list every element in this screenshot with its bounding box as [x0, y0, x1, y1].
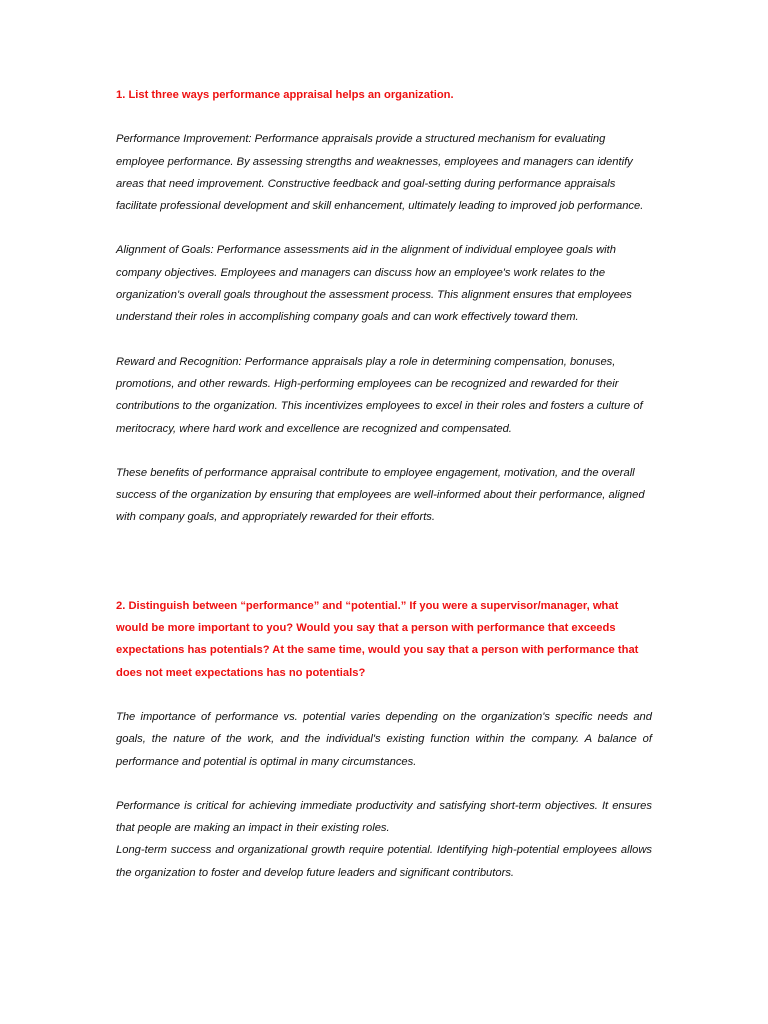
question-2-heading: 2. Distinguish between “performance” and “potential.” If you were a supervisor/manager, what would be more important to you? Would you say that a person with performance that exceeds expectations has potentials? At the same time, would you say that a person with performance that does not meet expectations has no potentials?	[116, 599, 639, 679]
q1-paragraph-summary: These benefits of performance appraisal contribute to employee engagement, motivation, and the overall success of the organization by ensuring that employees are well-informed about their performance, aligned with company goals, and appropriately rewarded for their efforts.	[116, 466, 645, 524]
q2-paragraph-potential: Long-term success and organizational growth require potential. Identifying high-potential employees allows the organization to foster and develop future leaders and significant contributors.	[116, 844, 652, 879]
question-1-heading: 1. List three ways performance appraisal helps an organization.	[116, 89, 454, 101]
q2-paragraph-importance: The importance of performance vs. potential varies depending on the organization's specific needs and goals, the nature of the work, and the individual's existing function within the company. A balance of performance and potential is optimal in many circumstances.	[116, 710, 652, 768]
q2-paragraph-performance: Performance is critical for achieving immediate productivity and satisfying short-term objectives. It ensures that people are making an impact in their existing roles.	[116, 799, 652, 835]
q1-paragraph-reward-and-recognition: Reward and Recognition: Performance appraisals play a role in determining compensation, bonuses, promotions, and other rewards. High-performing employees can be recognized and rewarded for their contributions to the organization. This incentivizes employees to excel in their roles and fosters a culture of meritocracy, where hard work and excellence are recognized and compensated.	[116, 355, 643, 435]
q1-paragraph-performance-improvement: Performance Improvement: Performance appraisals provide a structured mechanism for evaluating employee performance. By assessing strengths and weaknesses, employees and managers can identify areas that need improvement. Constructive feedback and goal-setting during performance appraisals facilitate professional development and skill enhancement, ultimately leading to improved job performance.	[116, 133, 644, 213]
document-content	[116, 84, 652, 884]
q1-paragraph-alignment-of-goals: Alignment of Goals: Performance assessments aid in the alignment of individual employee goals with company objectives. Employees and managers can discuss how an employee's work relates to the organization's overall goals throughout the assessment process. This alignment ensures that employees understand their roles in accomplishing company goals and can work effectively toward them.	[116, 244, 632, 324]
